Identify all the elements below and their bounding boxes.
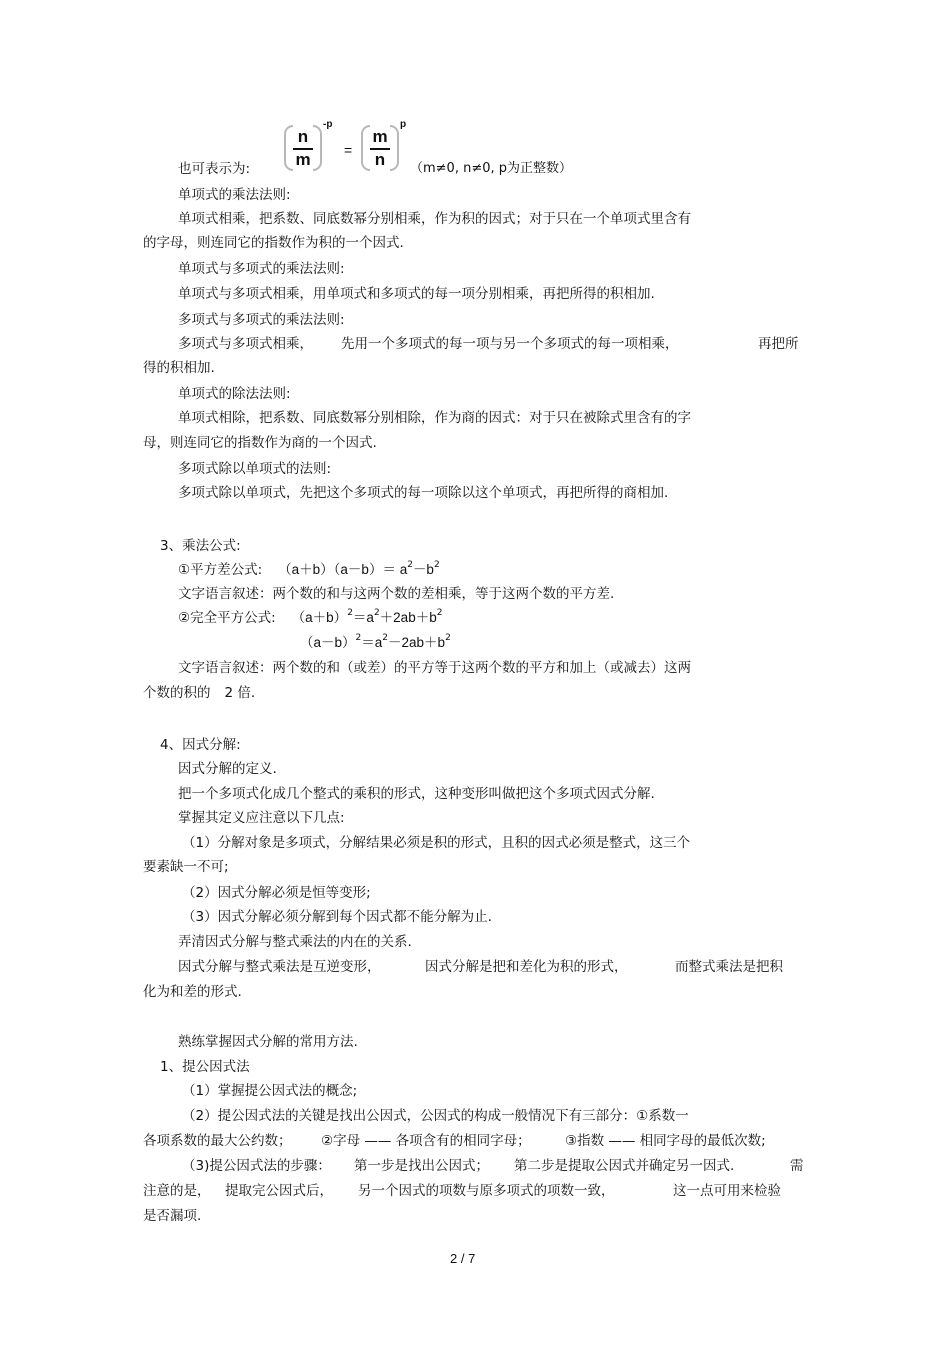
fraction-left-exponent: -p — [323, 119, 333, 130]
heading-polynomial-polynomial: 多项式与多项式的乘法法则: — [178, 312, 345, 328]
superscript: 2 — [347, 608, 353, 618]
heading-monomial-polynomial: 单项式与多项式的乘法法则: — [178, 261, 345, 277]
formula-expression: －2ab＋b — [388, 635, 446, 650]
superscript: 2 — [355, 633, 362, 643]
paragraph-line: 母，则连同它的指数作为商的一个因式. — [143, 435, 377, 451]
subsection-title: 1、提公因式法 — [160, 1059, 250, 1075]
superscript: 2 — [407, 560, 413, 570]
paragraph-line: （3)提公因式法的步骤： — [182, 1158, 331, 1174]
paragraph-line: 的字母，则连同它的指数作为积的一个因式. — [143, 235, 404, 251]
superscript: 2 — [382, 633, 389, 643]
paragraph-line: ③指数 —— 相同字母的最低次数; — [565, 1133, 766, 1149]
fraction-left-denominator: m — [295, 150, 311, 169]
paragraph-line: 另一个因式的项数与原多项式的项数一致， — [358, 1183, 615, 1199]
paragraph-line: 先用一个多项式的每一项与另一个多项式的每一项相乘， — [341, 336, 679, 352]
paragraph-line: （1）分解对象是多项式，分解结果必须是积的形式，且积的因式必须是整式，这三个 — [182, 835, 691, 851]
formula-expression: ＋2ab＋b — [379, 610, 437, 625]
paragraph-line: 掌握其定义应注意以下几点: — [178, 810, 345, 826]
paragraph-line: 把一个多项式化成几个整式的乘积的形式，这种变形叫做把这个多项式因式分解. — [178, 786, 655, 802]
paragraph-line: 注意的是， — [143, 1183, 211, 1199]
paragraph-line: 这一点可用来检验 — [673, 1183, 781, 1199]
paragraph-line: （3）因式分解必须分解到每个因式都不能分解为止. — [182, 909, 492, 925]
paragraph-line: （2）提公因式法的关键是找出公因式，公因式的构成一般情况下有三部分：①系数一 — [182, 1108, 689, 1124]
paragraph-line: 提取完公因式后， — [225, 1183, 333, 1199]
paragraph-line: （2）因式分解必须是恒等变形; — [182, 885, 371, 901]
formula-difference-of-squares — [178, 561, 440, 579]
paragraph-line: 而整式乘法是把积 — [675, 959, 783, 975]
paragraph-line: 得的积相加. — [143, 360, 215, 376]
heading-monomial-multiplication: 单项式的乘法法则: — [178, 187, 291, 203]
superscript: 2 — [433, 560, 440, 570]
paragraph-line: 各项系数的最大公约数； — [143, 1133, 292, 1149]
formula-perfect-square-minus — [300, 634, 451, 652]
text-span: 个数的积的 — [143, 685, 211, 701]
paragraph-line: 因式分解的定义. — [178, 761, 277, 777]
formula-expression: （a＋b） — [291, 610, 348, 625]
formula-equals: = — [344, 142, 353, 158]
paragraph-line: 多项式除以单项式，先把这个多项式的每一项除以这个单项式，再把所得的商相加. — [178, 485, 669, 501]
paragraph-line: 第二步是提取公因式并确定另一因式. — [514, 1158, 735, 1174]
fraction-left — [284, 125, 322, 173]
text-span: 2 倍. — [224, 685, 256, 701]
formula-condition: （m≠0, n≠0, p为正整数） — [410, 161, 573, 176]
superscript: 2 — [373, 608, 380, 618]
formula-label: ②完全平方公式: — [178, 610, 276, 626]
paragraph-line: 弄清因式分解与整式乘法的内在的关系. — [178, 934, 412, 950]
superscript: 2 — [445, 633, 451, 643]
fraction-right-denominator: n — [374, 150, 386, 169]
paragraph-line: 是否漏项. — [143, 1208, 202, 1224]
paragraph-line: （1）掌握提公因式法的概念; — [182, 1083, 358, 1099]
heading-polynomial-division: 多项式除以单项式的法则: — [178, 461, 332, 477]
formula-expression: （a－b） — [300, 635, 356, 650]
paragraph-line: 文字语言叙述：两个数的和与这两个数的差相乘，等于这两个数的平方差. — [178, 586, 615, 602]
section-3-title: 3、乘法公式: — [160, 538, 241, 554]
paragraph-line: 文字语言叙述：两个数的和（或差）的平方等于这两个数的平方和加上（或减去）这两 — [178, 660, 691, 676]
paragraph-line: 第一步是找出公因式； — [354, 1158, 489, 1174]
paragraph-line: 化为和差的形式. — [143, 984, 242, 1000]
formula-expression: ＝a — [361, 635, 383, 650]
paragraph-line: 单项式相乘，把系数、同底数幂分别相乘，作为积的因式；对于只在一个单项式里含有 — [178, 211, 691, 227]
fraction-right — [361, 125, 399, 173]
formula-expression: －b — [412, 562, 434, 577]
fraction-right-numerator: m — [372, 127, 388, 146]
superscript: 2 — [436, 608, 443, 618]
formula-label: ①平方差公式: — [178, 562, 263, 578]
fraction-right-exponent: p — [400, 119, 407, 130]
formula-perfect-square-plus — [178, 609, 442, 627]
formula-intro: 也可表示为: — [178, 161, 251, 177]
paragraph-line: 因式分解与整式乘法是互逆变形， — [178, 959, 381, 975]
page-number: 2 / 7 — [450, 1251, 476, 1266]
paragraph-line: 再把所 — [758, 336, 799, 352]
paragraph-line — [143, 684, 255, 702]
heading-monomial-division: 单项式的除法法则: — [178, 386, 291, 402]
paragraph-line: 熟练掌握因式分解的常用方法. — [178, 1034, 358, 1050]
paragraph-line: 要素缺一不可; — [143, 859, 229, 875]
fraction-left-numerator: n — [297, 127, 309, 146]
paragraph-line: 单项式相除，把系数、同底数幂分别相除，作为商的因式：对于只在被除式里含有的字 — [178, 410, 691, 426]
paragraph-line: ②字母 —— 各项含有的相同字母； — [321, 1133, 531, 1149]
paragraph-line: 多项式与多项式相乘， — [178, 336, 313, 352]
formula-expression: ＝a — [352, 610, 374, 625]
paragraph-line: 因式分解是把和差化为积的形式， — [425, 959, 628, 975]
paragraph-line: 单项式与多项式相乘，用单项式和多项式的每一项分别相乘，再把所得的积相加. — [178, 286, 655, 302]
paragraph-line: 需 — [790, 1158, 804, 1174]
formula-expression: （a＋b）（a－b）＝ a — [278, 562, 408, 577]
section-4-title: 4、因式分解: — [160, 737, 241, 753]
